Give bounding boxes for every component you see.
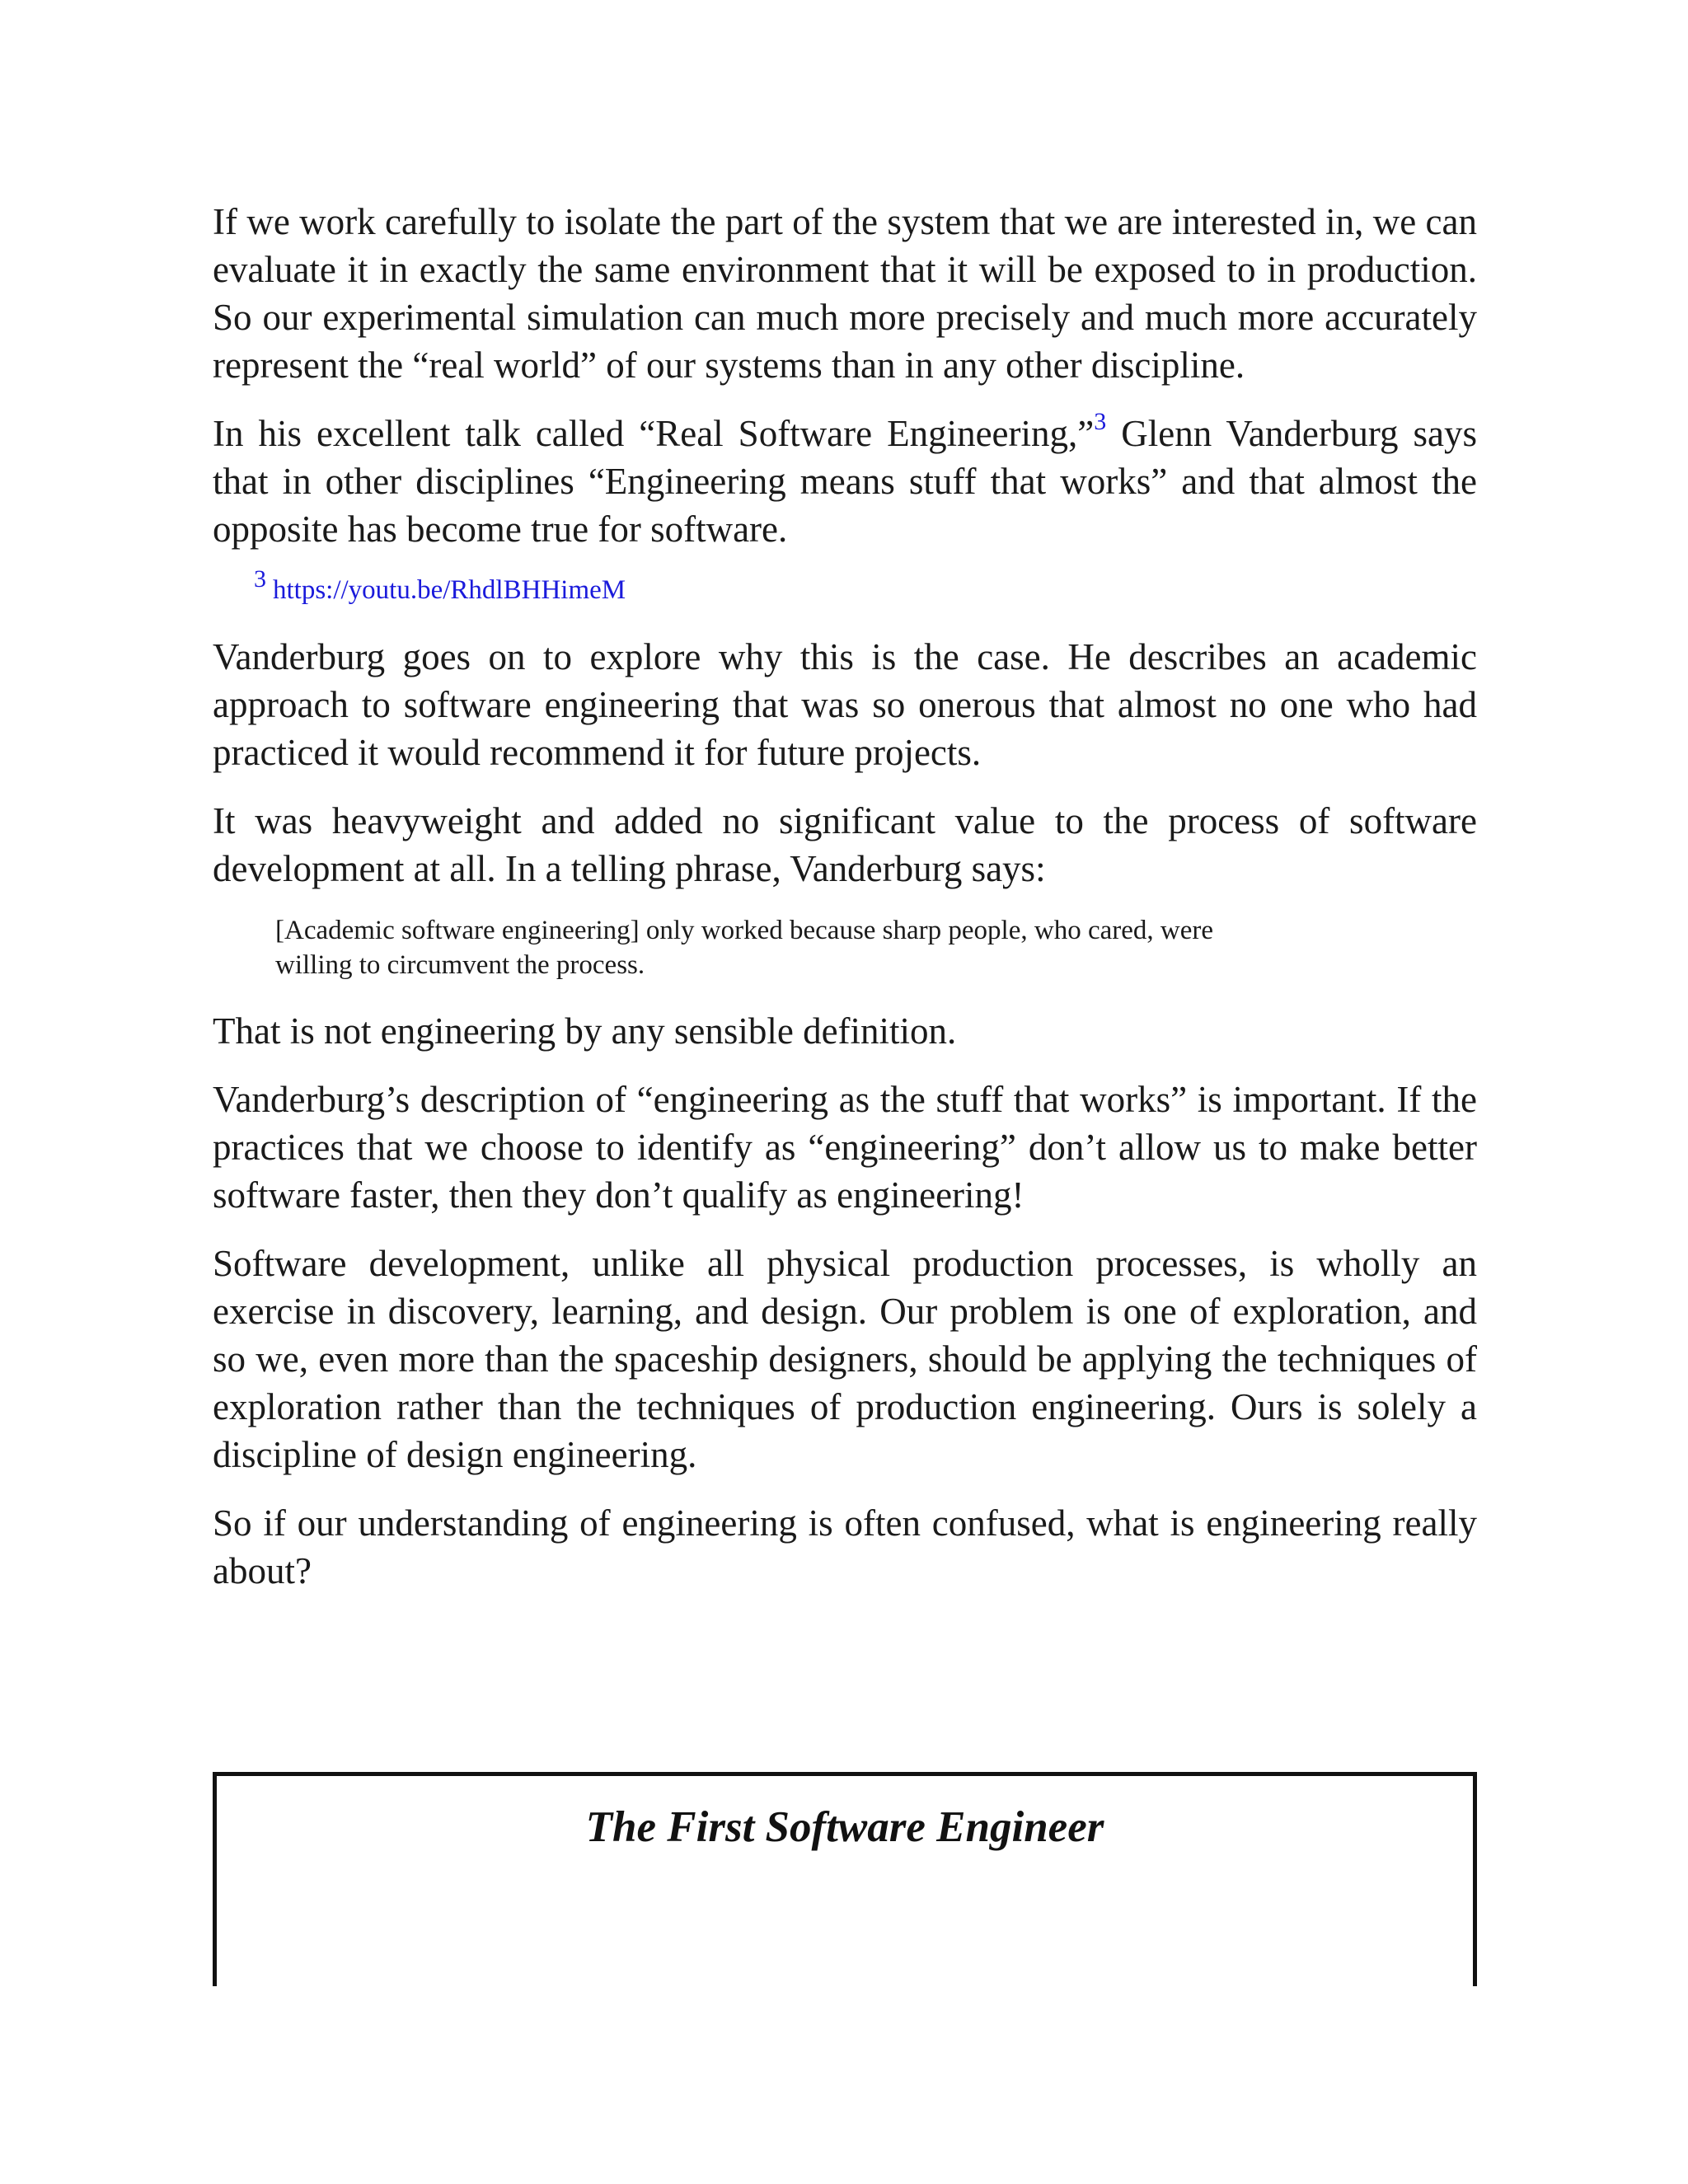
paragraph-1: If we work carefully to isolate the part of the system that we are interested in, we can evaluate it in exactly the same environment that it will be exposed to in production. So our experimental simulation can much more precisely and much more accurately represent the “real world” of our systems than in any other discipline.: [213, 201, 1477, 386]
block-quote: [Academic software engineering] only worked because sharp people, who cared, were willing to circumvent the process.: [275, 916, 1214, 980]
paragraph-2-text-b: Glenn Vanderburg says that in other disciplines “Engineering means stuff that works” and that almost the opposite has become true for software.: [213, 413, 1477, 550]
footnote-ref-3[interactable]: 3: [1094, 408, 1107, 435]
sidebar-box: [213, 1772, 1477, 1986]
paragraph-2: [213, 410, 1477, 553]
page-content: [213, 198, 1477, 1615]
footnote-3: [254, 565, 1477, 607]
sidebar-title: The First Software Engineer: [585, 1803, 1104, 1851]
paragraph-3: Vanderburg goes on to explore why this is the case. He describes an academic approach to software engineering that was so onerous that almost no one who had practiced it would recommend it for future projects.: [213, 636, 1477, 773]
paragraph-7: Software development, unlike all physical production processes, is wholly an exercise in discovery, learning, and design. Our problem is one of exploration, and so we, even more than the spaceship designers, should be applying the techniques of exploration rather than the techniques of production engineering. Ours is solely a discipline of design engineering.: [213, 1243, 1477, 1475]
paragraph-6: Vanderburg’s description of “engineering as the stuff that works” is important. If the practices that we choose to identify as “engineering” don’t allow us to make better software faster, then they don’t qualify as engineering!: [213, 1079, 1477, 1216]
paragraph-8: So if our understanding of engineering is often confused, what is engineering really about?: [213, 1502, 1477, 1591]
footnote-link[interactable]: https://youtu.be/RhdlBHHimeM: [273, 575, 626, 605]
paragraph-5: That is not engineering by any sensible definition.: [213, 1010, 957, 1052]
paragraph-2-text-a: In his excellent talk called “Real Software Engineering,”: [213, 413, 1095, 454]
footnote-number: 3: [254, 565, 266, 593]
paragraph-4: It was heavyweight and added no significant value to the process of software development at all. In a telling phrase, Vanderburg says:: [213, 800, 1477, 889]
